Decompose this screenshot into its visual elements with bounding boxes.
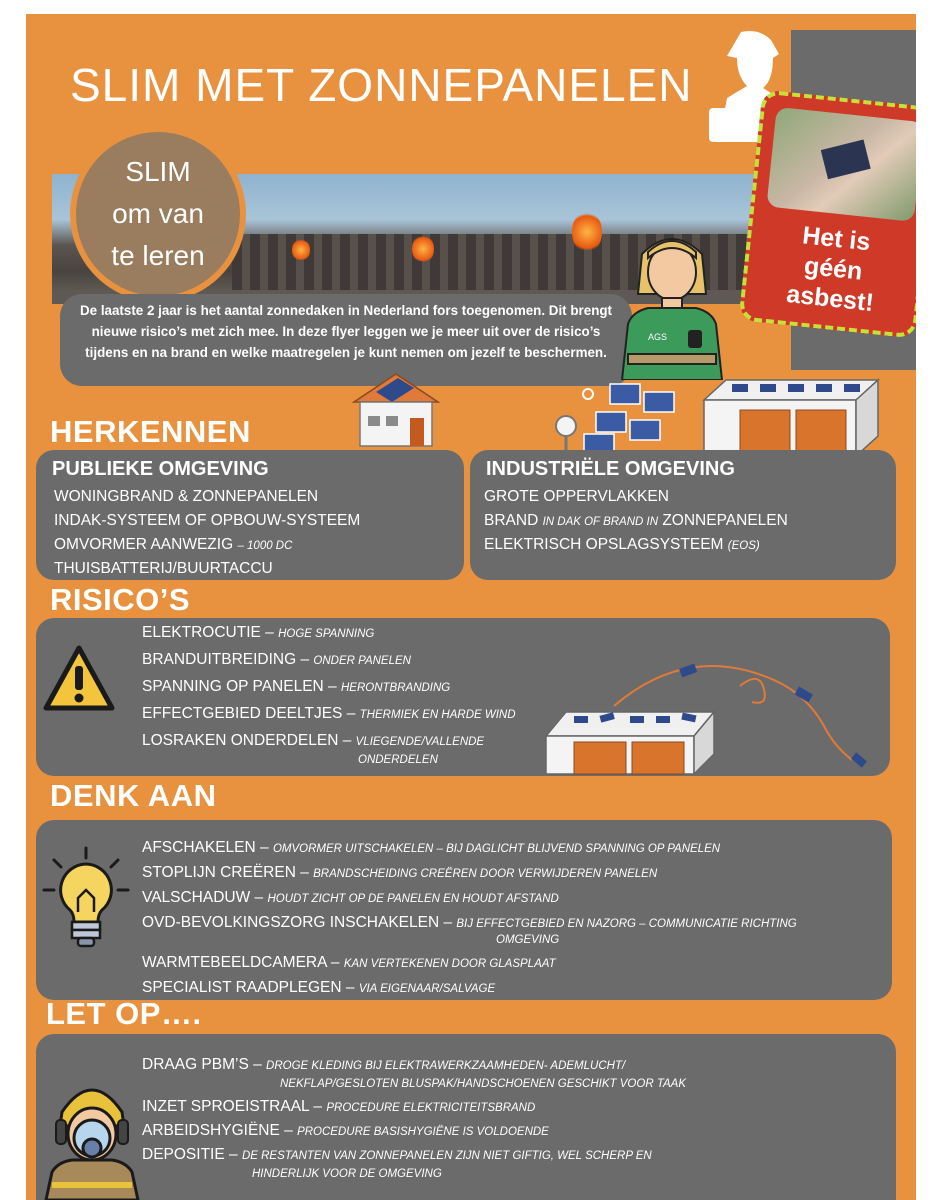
flame [572, 210, 602, 254]
intro-text: De laatste 2 jaar is het aantal zonnedaken in Nederland fors toegenomen. Dit brengt nieuwe risico’s met zich mee. In deze flyer leggen we je meer uit over de risico’s tijdens en na brand en welke maatregelen je kunt nemen om jezelf te beschermen. [60, 294, 632, 386]
publiek-line: THUISBATTERIJ/BUURTACCU [54, 560, 273, 577]
let-op-note: PROCEDURE ELEKTRICITEITSBRAND [326, 1102, 536, 1114]
industrie-brand-note: IN DAK OF BRAND IN [542, 516, 659, 528]
denk-aan-item [142, 914, 797, 932]
risico-note: VLIEGENDE/VALLENDE [355, 736, 485, 748]
let-op-item [142, 1146, 652, 1164]
denk-aan-item [142, 979, 495, 997]
risico-note: HERONTBRANDING [341, 682, 451, 694]
denk-aan-item [142, 954, 556, 972]
denk-aan-item [142, 864, 657, 882]
risico-label: SPANNING OP PANELEN – [142, 678, 337, 695]
flame [412, 234, 434, 264]
denk-aan-label: AFSCHAKELEN – [142, 839, 269, 856]
denk-aan-note: BIJ EFFECTGEBIED EN NAZORG – COMMUNICATIE RICHTING [456, 918, 797, 930]
risicos-heading: RISICO’S [50, 582, 191, 617]
warehouse-solar-icon [702, 370, 882, 460]
let-op-item [142, 1098, 535, 1116]
let-op-item [142, 1056, 625, 1074]
denk-aan-note: HOUDT ZICHT OP DE PANELEN EN HOUDT AFSTAND [267, 893, 559, 905]
denk-aan-continuation: OMGEVING [496, 934, 560, 946]
risico-item [142, 624, 374, 642]
let-op-continuation: NEKFLAP/GESLOTEN BLUSPAK/HANDSCHOENEN GESCHIKT VOOR TAAK [280, 1078, 686, 1090]
denk-aan-heading: DENK AAN [50, 778, 217, 813]
denk-aan-note: KAN VERTEKENEN DOOR GLASPLAAT [343, 958, 556, 970]
industrie-eos-note: (EOS) [727, 540, 760, 552]
herkennen-heading: HERKENNEN [50, 414, 251, 449]
risico-label: ELEKTROCUTIE – [142, 624, 274, 641]
publieke-omgeving-title: PUBLIEKE OMGEVING [52, 458, 269, 480]
firefighter-illustration [612, 214, 732, 380]
risico-continuation: ONDERDELEN [358, 754, 438, 766]
asbest-line: géén [802, 251, 864, 286]
let-op-item [142, 1122, 549, 1140]
page-title: SLIM MET ZONNEPANELEN [70, 59, 693, 111]
risico-label: EFFECTGEBIED DEELTJES – [142, 705, 356, 722]
asbest-line: Het is [801, 221, 872, 257]
industrie-eos: ELEKTRISCH OPSLAGSYSTEEM [484, 536, 724, 553]
warning-triangle-icon [42, 644, 116, 714]
risico-item [142, 678, 450, 696]
denk-aan-item [142, 889, 559, 907]
industrie-line [484, 536, 760, 554]
denk-aan-label: VALSCHADUW – [142, 889, 264, 906]
denk-aan-item [142, 839, 720, 857]
let-op-label: ARBEIDSHYGIËNE – [142, 1122, 293, 1139]
flame [292, 238, 310, 262]
denk-aan-note: BRANDSCHEIDING CREËREN DOOR VERWIJDEREN PANELEN [313, 868, 658, 880]
risico-note: THERMIEK EN HARDE WIND [359, 709, 516, 721]
panel-fragment [821, 140, 871, 180]
risico-item [142, 732, 484, 750]
denk-aan-note: OMVORMER UITSCHAKELEN – BIJ DAGLICHT BLIJVEND SPANNING OP PANELEN [272, 843, 721, 855]
circle-line: SLIM [125, 156, 191, 187]
denk-aan-label: STOPLIJN CREËREN – [142, 864, 309, 881]
omvormer-note: – 1000 DC [237, 540, 293, 552]
denk-aan-label: OVD-BEVOLKINGSZORG INSCHAKELEN – [142, 914, 453, 931]
let-op-label: INZET SPROEISTRAAL – [142, 1098, 323, 1115]
industrie-zonnepanelen: ZONNEPANELEN [662, 512, 788, 529]
flyer-page [26, 14, 916, 1200]
lightbulb-icon [42, 846, 130, 950]
publiek-line: INDAK-SYSTEEM OF OPBOUW-SYSTEEM [54, 512, 361, 529]
denk-aan-note: VIA EIGENAAR/SALVAGE [358, 983, 496, 995]
industriele-omgeving-box [470, 450, 896, 580]
let-op-label: DRAAG PBM’S – [142, 1056, 262, 1073]
flying-panels-warehouse-icon [544, 650, 890, 776]
let-op-label: DEPOSITIE – [142, 1146, 238, 1163]
denk-aan-label: WARMTEBEELDCAMERA – [142, 954, 340, 971]
denk-aan-label: SPECIALIST RAADPLEGEN – [142, 979, 355, 996]
risico-label: LOSRAKEN ONDERDELEN – [142, 732, 352, 749]
publiek-line: WONINGBRAND & ZONNEPANELEN [54, 488, 319, 505]
let-op-note: DE RESTANTEN VAN ZONNEPANELEN ZIJN NIET GIFTIG, WEL SCHERP EN [241, 1150, 652, 1162]
publiek-line [54, 536, 292, 554]
circle-line: om van [112, 198, 204, 229]
risico-note: HOGE SPANNING [278, 628, 375, 640]
industriele-omgeving-title: INDUSTRIËLE OMGEVING [486, 458, 735, 480]
let-op-note: DROGE KLEDING BIJ ELEKTRAWERKZAAMHEDEN- ADEMLUCHT/ [266, 1060, 626, 1072]
asbest-line: asbest! [785, 280, 876, 318]
let-op-note: PROCEDURE BASISHYGIËNE IS VOLDOENDE [297, 1126, 549, 1138]
solar-field-icon [550, 374, 680, 460]
breathing-apparatus-firefighter-icon [42, 1072, 142, 1200]
hand-with-panel-photo [766, 107, 916, 222]
risico-item [142, 651, 411, 669]
house-solar-icon [346, 370, 446, 450]
asbest-text [744, 215, 916, 322]
risico-item [142, 705, 516, 723]
ags-badge: AGS [648, 332, 668, 342]
risico-label: BRANDUITBREIDING – [142, 651, 310, 668]
circle-line: te leren [111, 240, 205, 271]
slim-circle [70, 126, 246, 302]
risico-note: ONDER PANELEN [313, 655, 411, 667]
omvormer-label: OMVORMER AANWEZIG [54, 536, 234, 553]
industrie-brand: BRAND [484, 512, 539, 529]
let-op-heading: LET OP…. [46, 996, 202, 1031]
industrie-line [484, 512, 788, 530]
publieke-omgeving-box [36, 450, 464, 580]
asbest-card [738, 89, 916, 338]
industrie-line: GROTE OPPERVLAKKEN [484, 488, 669, 505]
let-op-continuation: HINDERLIJK VOOR DE OMGEVING [252, 1168, 442, 1180]
